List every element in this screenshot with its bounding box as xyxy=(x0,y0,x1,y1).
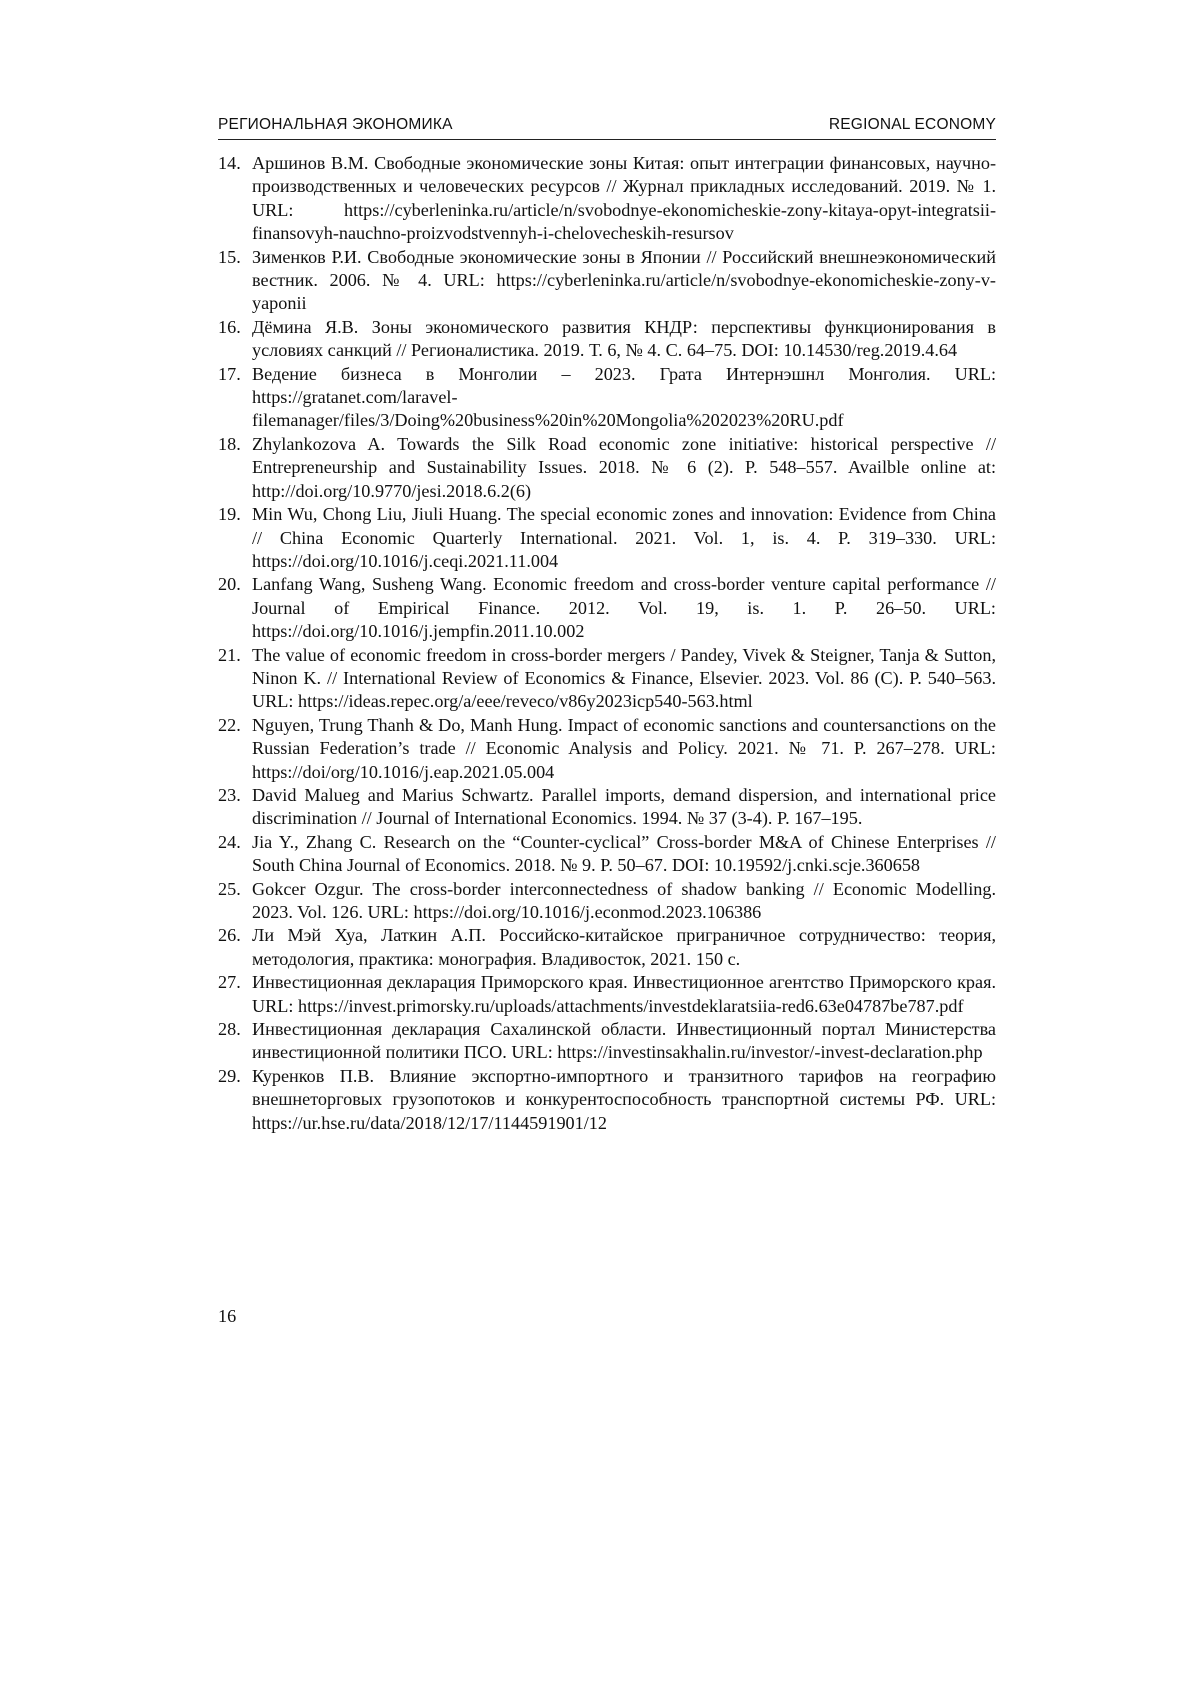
reference-number: 24. xyxy=(218,831,241,852)
reference-text: Gokcer Ozgur. The cross-border interconnectedness of shadow banking // Economic Modelling. 2023. Vol. 126. URL: https://doi.org/10.1016/j.econmod.2023.106386 xyxy=(252,878,996,922)
reference-item xyxy=(218,1018,996,1065)
reference-text: The value of economic freedom in cross-border mergers / Pandey, Vivek & Steigner, Tanja & Sutton, Ninon K. // International Review of Economics & Finance, Elsevier. 2023. Vol. 86 (C). P. 540–563. URL: https://ideas.repec.org/a/eee/reveco/v86y2023icp540-563.html xyxy=(252,644,996,712)
reference-text: David Malueg and Marius Schwartz. Parallel imports, demand dispersion, and international price discrimination // Journal of International Economics. 1994. № 37 (3-4). P. 167–195. xyxy=(252,784,996,829)
journal-title-ru: РЕГИОНАЛЬНАЯ ЭКОНОМИКА xyxy=(218,116,453,133)
reference-number: 18. xyxy=(218,433,241,454)
reference-number: 22. xyxy=(218,714,241,735)
reference-number: 23. xyxy=(218,784,241,805)
reference-number: 27. xyxy=(218,972,241,993)
reference-text: Куренков П.В. Влияние экспортно-импортного и транзитного тарифов на географию внешнеторговых грузопотоков и конкурентоспособность транспортной системы РФ. URL: https://ur.hse.ru/data/2018/12/17/1144591901/12 xyxy=(252,1065,996,1133)
reference-text: Ведение бизнеса в Монголии – 2023. Грата Интернэшнл Монголия. URL: https://gratanet.com/laravel-filemanager/files/3/Doing%20business%20in%20Mongolia%202023%20RU.pdf xyxy=(252,363,996,431)
reference-item xyxy=(218,1065,996,1135)
reference-number: 29. xyxy=(218,1065,241,1086)
reference-list xyxy=(218,152,996,1135)
reference-item xyxy=(218,363,996,433)
reference-item xyxy=(218,971,996,1018)
reference-number: 20. xyxy=(218,574,241,595)
reference-item xyxy=(218,573,996,643)
reference-text: Nguyen, Trung Thanh & Do, Manh Hung. Impact of economic sanctions and countersanctions on the Russian Federation’s trade // Economic Analysis and Policy. 2021. № 71. P. 267–278. URL: https://doi/org/10.1016/j.eap.2021.05.004 xyxy=(252,714,996,782)
reference-text: Инвестиционная декларация Приморского края. Инвестиционное агентство Приморского края. URL: https://invest.primorsky.ru/uploads/attachments/investdeklaratsiia-red6.63e04787be787.pdf xyxy=(252,972,996,1016)
journal-title-en: REGIONAL ECONOMY xyxy=(828,116,996,133)
reference-text: Jia Y., Zhang C. Research on the “Counter-cyclical” Cross-border M&A of Chinese Enterprises // South China Journal of Economics. 2018. № 9. P. 50–67. DOI: 10.19592/j.cnki.scje.360658 xyxy=(252,831,996,876)
reference-number: 17. xyxy=(218,363,241,384)
reference-text: Аршинов В.М. Свободные экономические зоны Китая: опыт интеграции финансовых, научно-производственных и человеческих ресурсов // Журнал прикладных исследований. 2019. № 1. URL: https://cyberleninka.ru/article/n/svobodnye-ekonomicheskie-zony-kitaya-opyt-integratsii-finansovyh-nauchno-proizvodstvennyh-i-chelovecheskih-resursov xyxy=(252,153,996,244)
reference-text: Lanfang Wang, Susheng Wang. Economic freedom and cross-border venture capital performance // Journal of Empirical Finance. 2012. Vol. 19, is. 1. P. 26–50. URL: https://doi.org/10.1016/j.jempfin.2011.10.002 xyxy=(252,574,996,642)
reference-number: 21. xyxy=(218,644,241,665)
reference-number: 15. xyxy=(218,246,241,267)
reference-number: 19. xyxy=(218,504,241,525)
reference-item xyxy=(218,246,996,316)
reference-item xyxy=(218,878,996,925)
reference-text: Инвестиционная декларация Сахалинской области. Инвестиционный портал Министерства инвестиционной политики ПСО. URL: https://investinsakhalin.ru/investor/-invest-declaration.php xyxy=(252,1019,996,1063)
reference-item xyxy=(218,714,996,784)
reference-text: Zhylankozova A. Towards the Silk Road economic zone initiative: historical perspective // Entrepreneurship and Sustainability Issues. 2018. № 6 (2). P. 548–557. Availble online at: http://doi.org/10.9770/jesi.2018.6.2(6) xyxy=(252,433,996,501)
reference-item xyxy=(218,644,996,714)
reference-item xyxy=(218,831,996,878)
reference-item xyxy=(218,152,996,246)
reference-item xyxy=(218,316,996,363)
reference-text: Min Wu, Chong Liu, Jiuli Huang. The special economic zones and innovation: Evidence from China // China Economic Quarterly International. 2021. Vol. 1, is. 4. P. 319–330. URL: https://doi.org/10.1016/j.ceqi.2021.11.004 xyxy=(252,504,996,571)
reference-item xyxy=(218,433,996,503)
reference-number: 26. xyxy=(218,925,241,946)
reference-number: 16. xyxy=(218,316,241,337)
running-header xyxy=(218,116,996,140)
reference-item xyxy=(218,503,996,573)
reference-item xyxy=(218,784,996,831)
reference-text: Дёмина Я.В. Зоны экономического развития КНДР: перспективы функционирования в условиях санкций // Регионалистика. 2019. Т. 6, № 4. С. 64–75. DOI: 10.14530/reg.2019.4.64 xyxy=(252,316,996,361)
reference-text: Ли Мэй Хуа, Латкин А.П. Российско-китайское приграничное сотрудничество: теория, методология, практика: монография. Владивосток, 2021. 150 с. xyxy=(252,925,996,969)
reference-number: 28. xyxy=(218,1019,241,1040)
page-number: 16 xyxy=(218,1306,237,1326)
reference-number: 25. xyxy=(218,878,241,899)
reference-text: Зименков Р.И. Свободные экономические зоны в Японии // Российский внешнеэкономический вестник. 2006. № 4. URL: https://cyberleninka.ru/article/n/svobodnye-ekonomicheskie-zony-v-yaponii xyxy=(252,246,996,314)
reference-item xyxy=(218,924,996,971)
reference-number: 14. xyxy=(218,153,241,173)
